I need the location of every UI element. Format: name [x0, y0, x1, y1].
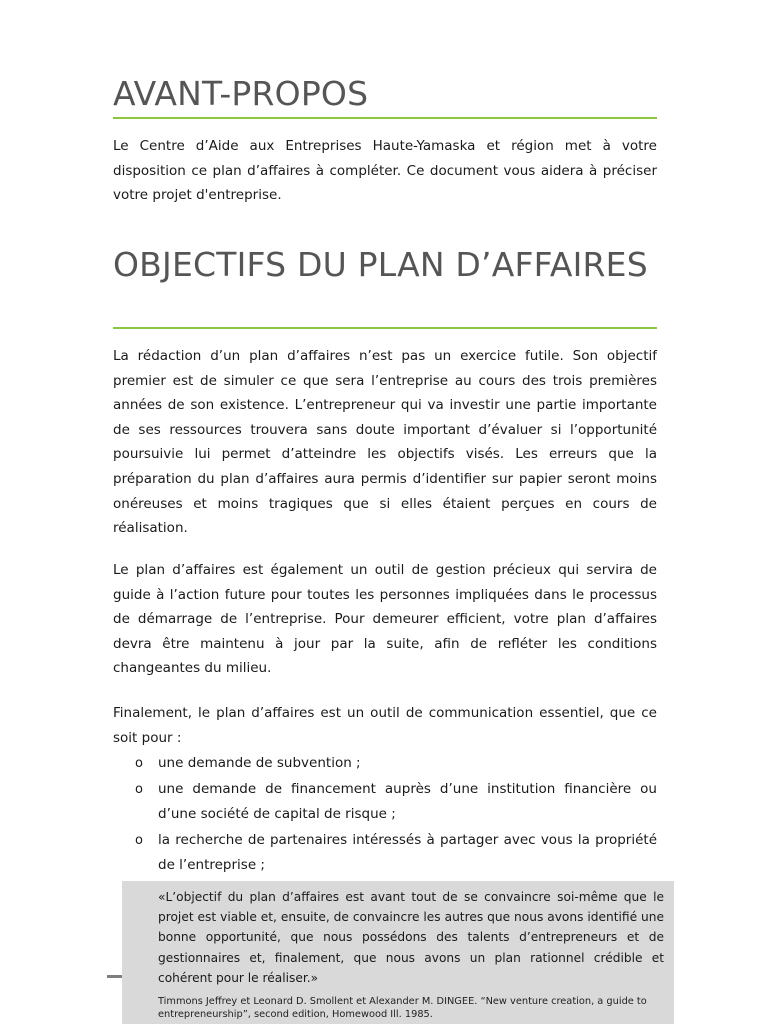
paragraph-objectifs-1: La rédaction d’un plan d’affaires n’est pas un exercice futile. Son objectif premier est de simuler ce que sera l’entreprise au cours des trois premières années de son existence. L’entrepreneur qui va investir une partie importante de ses ressources trouvera sans doute important d’évaluer si l’opportunité poursuivie lui permet d’atteindre les objectifs visés. Les erreurs que la préparation du plan d’affaires aura permis d’identifier sur papier seront moins onéreuses et moins tragiques que si elles étaient perçues en cours de réalisation. — [113, 348, 657, 537]
list-item — [113, 751, 657, 777]
bullet-marker: o — [135, 756, 143, 771]
paragraph-avant-propos: Le Centre d’Aide aux Entreprises Haute-Yamaska et région met à votre disposition ce plan d’affaires à compléter. Ce document vous aidera à préciser votre projet d'entreprise. — [113, 138, 657, 204]
paragraph-objectifs-2: Le plan d’affaires est également un outil de gestion précieux qui servira de guide à l’action future pour toutes les personnes impliquées dans le processus de démarrage de l’entreprise. Pour demeurer efficient, votre plan d’affaires devra être maintenu à jour par la suite, afin de refléter les conditions changeantes du milieu. — [113, 562, 657, 677]
heading-objectifs: OBJECTIFS DU PLAN D’AFFAIRES — [113, 245, 648, 284]
paragraph-objectifs-3: Finalement, le plan d’affaires est un outil de communication essentiel, que ce soit pour : — [113, 705, 657, 746]
quote-box — [122, 881, 674, 1024]
heading-underline — [113, 327, 657, 329]
heading-underline — [113, 117, 657, 119]
bullet-list — [113, 751, 657, 879]
bullet-marker: o — [135, 832, 143, 848]
quote-text: «L’objectif du plan d’affaires est avant tout de se convaincre soi-même que le projet est viable et, ensuite, de convaincre les autres que nous avons identifié une bonne opportunité, que nous possédons des talents d’entrepreneurs et de gestionnaires et, finalement, que nous avons un plan rationnel crédible et cohérent pour le réaliser.» — [158, 890, 664, 985]
list-item — [113, 828, 657, 879]
list-item-text: la recherche de partenaires intéressés à partager avec vous la propriété de l’entreprise ; — [158, 831, 657, 873]
quote-citation: Timmons Jeffrey et Leonard D. Smollent et Alexander M. DINGEE. “New venture creation, a guide to entrepreneurship”, second edition, Homewood Ill. 1985. — [158, 996, 647, 1021]
list-item-text: une demande de financement auprès d’une institution financière ou d’une société de capital de risque ; — [158, 780, 657, 822]
list-item-text: une demande de subvention ; — [158, 755, 361, 771]
bullet-marker: o — [135, 781, 143, 797]
list-item — [113, 777, 657, 828]
heading-avant-propos: AVANT-PROPOS — [113, 74, 369, 113]
